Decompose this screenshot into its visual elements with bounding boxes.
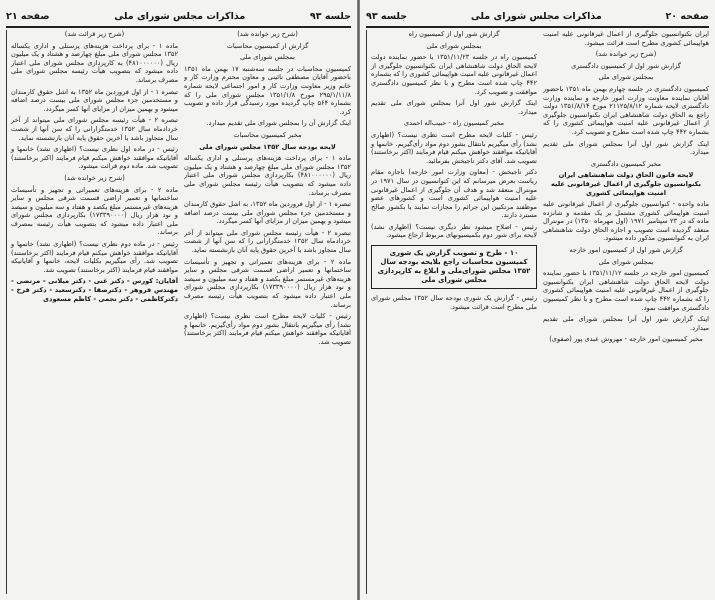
page-header [366, 6, 709, 28]
paragraph: رئیس - گزارش یک شوری بودجه سال ۱۳۵۲ مجلس شورای ملی مطرح است قرائت میشود. [371, 294, 537, 311]
centered-line: گزارش شور اول از کمیسیون امور خارجه [569, 246, 683, 255]
centered-line: مخبر کمیسیون امور خارجه - مهروش عبدی پور (صفوی) [549, 335, 703, 344]
centered-line: (شرح زیر قرائت شد) [64, 30, 125, 38]
paragraph: دکتر تاجبخش - (معاون وزارت امور خارجه) باجازه مقام ریاست بعرض میرسانم که این کنوانسیون در سال ۱۹۷۱ در مونترال منعقد شد و هدف آن جلوگیری از اعمال غیرقانونی علیه امنیت هواپیمائی کشوری است و کشورهای عضو موظفند مرتکبین این جرائم را مجازات نمایند یا بکشور صالح مسترد دارند. [371, 168, 537, 220]
paragraph: تبصره ۲ - هیأت رئیسه مجلس شورای ملی میتواند از آخر خردادماه سال ۱۳۵۲ خدمتگزارانی را که سن آنها از شصت سال متجاوز باشد با آخرین حقوق پایه آنان بازنشسته نماید. [11, 116, 178, 142]
page-columns [366, 30, 709, 594]
column-right [543, 30, 709, 594]
centered-line: بمجلس شورای ملی [598, 73, 654, 82]
paragraph: رئیس - در ماده اول نظری نیست؟ (اظهاری نشد) خانمها و آقایانیکه موافقند خواهش میکنم قیام فرمایند (اکثر برخاستند) تصویب شد. ماده دوم قرائت میشود. [11, 145, 178, 171]
page-header [6, 6, 351, 28]
centered-line: مخبر کمیسیون راه - حبیب‌اله احمدی [403, 119, 505, 128]
publication-title: مذاکرات مجلس شورای ملی [470, 10, 602, 22]
page-21 [0, 0, 357, 600]
paragraph: ماده ۲ - برای هزینه‌های تعمیراتی و تجهیز و تأسیسات ساختمانها و تعمیر اراضی قسمت شرقی مجلس و سایر هزینه‌های غیرمستمر مبلغ یکصد و هفتاد و سه میلیون و سیصد و نود هزار ریال (۱۷۳۳۹۰۰۰۰) بکارپردازی مجلس شورای ملی اعتبار داده میشود که بتصویب هیأت رئیسه بمصرف برساند. [11, 185, 178, 237]
paragraph: کمیسیون امور خارجه در جلسه ۱۳۵۱/۱۱/۱۲ با حضور نماینده دولت لایحه الحاق دولت شاهنشاهی ایران بکنوانسیون جلوگیری از اعمال غیرقانونی علیه امنیت هواپیمائی کشوری را که بشماره ۴۴۲ چاپ شده است مطرح و با نظر کمیسیون دادگستری موافقت نمود. [543, 269, 709, 312]
section-title: لایحه قانون الحاق دولت شاهنشاهی ایران بکنوانسیون جلوگیری از اعمال غیرقانونی علیه امنیت هواپیمائی کشوری [551, 171, 701, 197]
page-20 [360, 0, 715, 600]
page-number: صفحه ۲۰ [665, 10, 709, 22]
session-number: جلسه ۹۳ [309, 10, 351, 22]
paragraph: تبصره ۱ - از اول فروردین ماه ۱۳۵۲، به اشل حقوق کارمندان و مستخدمین جزء مجلس شورای ملی بیست درصد اضافه میشود و بهمین میزان از مزایای آنها کسر میگردد. [184, 200, 351, 226]
centered-line: (شرح زیر خوانده شد) [595, 50, 657, 59]
paragraph: رئیس - کلیات لایحه مطرح است نظری نیست؟ (اظهاری نشد) رأی میگیریم بانتقال بشور دوم مواد رأی‌گیریم. خانمها و آقایانیکه موافقند خواهش میکنم قیام فرمایند (اکثر برخاستند) تصویب شد. [184, 312, 351, 346]
column-left [366, 30, 537, 594]
paragraph: تبصره ۱ - از اول فروردین ماه ۱۳۵۲ به اشل حقوق کارمندان و مستخدمین جزء مجلس شورای ملی بیست درصد اضافه میشود و بهمین میزان از مزایای آنها کسر میگردد. [11, 87, 178, 113]
paragraph: رئیس - اصلاح میشود نظر دیگری نیست؟ (اظهاری نشد) لایحه برای شور دوم بکمیسیونهای مربوط ارجاع میشود. [371, 222, 537, 240]
publication-title: مذاکرات مجلس شورای ملی [114, 10, 246, 22]
page-number: صفحه ۲۱ [6, 10, 50, 22]
paragraph: ماده ۱ - برای پرداخت هزینه‌های پرسنلی و اداری یکساله ۱۳۵۲ مجلس شورای ملی مبلغ چهارصد و هشتاد و یک میلیون ریال (۴۸۱۰۰۰۰۰۰) بکارپردازی مجلس شورای ملی اعتبار داده میشود که بتصویب هیأت رئیسه مجلس شورای ملی مصرف برساند. [184, 154, 351, 197]
paragraph: کمیسیون دادگستری در جلسه چهارم بهمن ماه ۱۳۵۱ باحضور آقایان نماینده معاونت وزارت امور خارجه و نماینده وزارت دادگستری لایحه شماره ۲۱۱۲۵/۸/۱۲ مورخ ۱۳۵۱/۸/۱۴ دولت راجع به الحاق دولت شاهنشاهی ایران بکنوانسیون جلوگیری از اعمال غیرقانونی علیه امنیت هواپیمائی کشوری را که بشماره ۴۴۲ چاپ شده است مطرح و تصویب کرد. [543, 84, 709, 136]
centered-line: گزارش از کمیسیون محاسبات [226, 41, 309, 50]
centered-line: بمجلس شورای ملی [239, 53, 295, 62]
paragraph: اینک گزارش شور اول آنرا بمجلس شورای ملی تقدیم میدارد. [543, 139, 709, 157]
centered-line: گزارش شور اول از کمیسیون راه [408, 30, 500, 38]
paragraph: ماده واحده - کنوانسیون جلوگیری از اعمال غیرقانونی علیه امنیت هواپیمائی کشوری مشتمل بر یک مقدمه و شانزده ماده که در ۲۳ سپتامبر ۱۹۷۱ (اول مهرماه ۱۳۵۰) در مونترال منعقد گردیده است تصویب و اجازه الحاق دولت شاهنشاهی ایران به کنوانسیون مذکور داده میشود. [543, 200, 709, 243]
paragraph: ایران بکنوانسیون جلوگیری از اعمال غیرقانونی علیه امنیت هواپیمائی کشوری مطرح است قرائت میشود. [543, 30, 709, 47]
centered-line: بمجلس شورای ملی [598, 257, 654, 266]
centered-line: (شرح زیر خوانده شد) [237, 30, 298, 38]
paragraph: اینک گزارش شور اول آنرا بمجلس شورای ملی تقدیم میدارد. [543, 315, 709, 332]
column-left [6, 30, 178, 594]
centered-line: بمجلس شورای ملی [426, 41, 482, 50]
paragraph: اینک گزارش آن را بمجلس شورای ملی تقدیم میدارد. [206, 119, 351, 128]
section-title: لایحه بودجه سال ۱۳۵۲ مجلس شورای ملی [199, 142, 336, 151]
centered-line: (شرح زیر خوانده شد) [64, 173, 125, 182]
paragraph: کمیسیون راه در جلسه ۱۳۵۱/۱۱/۲۳ با حضور نماینده دولت لایحه الحاق دولت شاهنشاهی ایران بکنوانسیون جلوگیری از اعمال غیرقانونی علیه امنیت هواپیمائی کشوری را که بشماره ۴۴۲ چاپ شده است مطرح و با نظر کمیسیون دادگستری موافقت و تصویب کرد. [371, 53, 537, 96]
paragraph: کمیسیون محاسبات در جلسه سه‌شنبه ۱۷ بهمن ماه ۱۳۵۱ باحضور آقایان مصطفی نائینی و معاون محترم وزارت کار و خانم وزیر معاونت وزارت کار و امور اجتماعی لایحه شماره ۲۹۵/۱/۱۱/۸ مورخ ۱۳۵۱/۱/۸ مجلس شورای ملی را که بشماره ۵۶۴ چاپ گردیده مورد رسیدگی قرار داده و تصویب کرد. [184, 64, 351, 116]
paragraph: ماده ۱ - برای پرداخت هزینه‌های پرسنلی و اداری یکساله ۱۳۵۲ مجلس شورای ملی مبلغ چهارصد و هشتاد و یک میلیون ریال (۴۸۱۰۰۰۰۰۰) به کارپردازی مجلس شورای ملی اعتبار داده میشود که بتصویب هیأت رئیسه مجلس شورای ملی مصرف برساند. [11, 41, 178, 84]
paragraph: رئیس - در ماده دوم نظری نیست؟ (اظهاری نشد) خانمها و آقایانیکه موافقند خواهش میکنم قیام فرمایند (اکثر برخاستند) تصویب شد. رأی میگیریم بکلیات لایحه، خانمها و آقایانیکه موافقند قیام فرمایند (اکثر برخاستند) تصویب شد. [11, 240, 178, 274]
agenda-item-box: ۱۰ - طرح و تصویب گزارش یک شوری کمیسیون محاسبات راجع بلایحه بودجه سال ۱۳۵۲ مجلس شورای‌ملی و ابلاغ به کارپردازی مجلس شورای ملی [371, 245, 537, 289]
paragraph: ماده ۲ - برای هزینه‌های تعمیراتی و تجهیز و تأسیسات ساختمانها و تعمیر اراضی قسمت شرقی مجلس و سایر هزینه‌های غیرمستمر مبلغ یکصد و هفتاد و سه میلیون و سیصد و نود هزار ریال (۱۷۳۳۹۰۰۰۰) بکارپردازی مجلس شورای ملی اعتبار داده میشود که بتصویب هیأت رئیسه مصرف برساند. [184, 257, 351, 309]
paragraph: تبصره ۲ - هیأت رئیسه مجلس شورای ملی میتواند از آخر خردادماه سال ۱۳۵۲ خدمتگزارانی را که سن آنها از شصت سال متجاوز باشد با آخرین حقوق پایه آنان بازنشسته نماید. [184, 228, 351, 255]
page-columns [6, 30, 351, 594]
centered-line: گزارش شور اول از کمیسیون دادگستری [571, 61, 681, 70]
signatories: آقایان: کورس - دکتر غنی - دکتر میلانی - مرتضی - مهندس فروهر - دکترصفا - دکترسعید - دکتر فرخ - دکترکاظمی - دکتر نجمی - کاظم مسعودی [11, 277, 178, 303]
centered-line: مخبر کمیسیون دادگستری [590, 159, 662, 168]
session-number: جلسه ۹۳ [366, 10, 408, 22]
paragraph: رئیس - کلیات لایحه مطرح است نظری نیست؟ (اظهاری نشد) رأی میگیریم بانتقال بشور دوم مواد رأی‌گیریم. خانمها و آقایانیکه موافقند خواهش میکنم قیام فرمایند (اکثر برخاستند) تصویب شد. آقای دکتر تاجبخش بفرمائید. [371, 130, 537, 165]
column-right [184, 30, 351, 594]
paragraph: اینک گزارش شور اول آنرا بمجلس شورای ملی تقدیم میدارد. [371, 99, 537, 116]
centered-line: مخبر کمیسیون محاسبات [233, 130, 302, 139]
